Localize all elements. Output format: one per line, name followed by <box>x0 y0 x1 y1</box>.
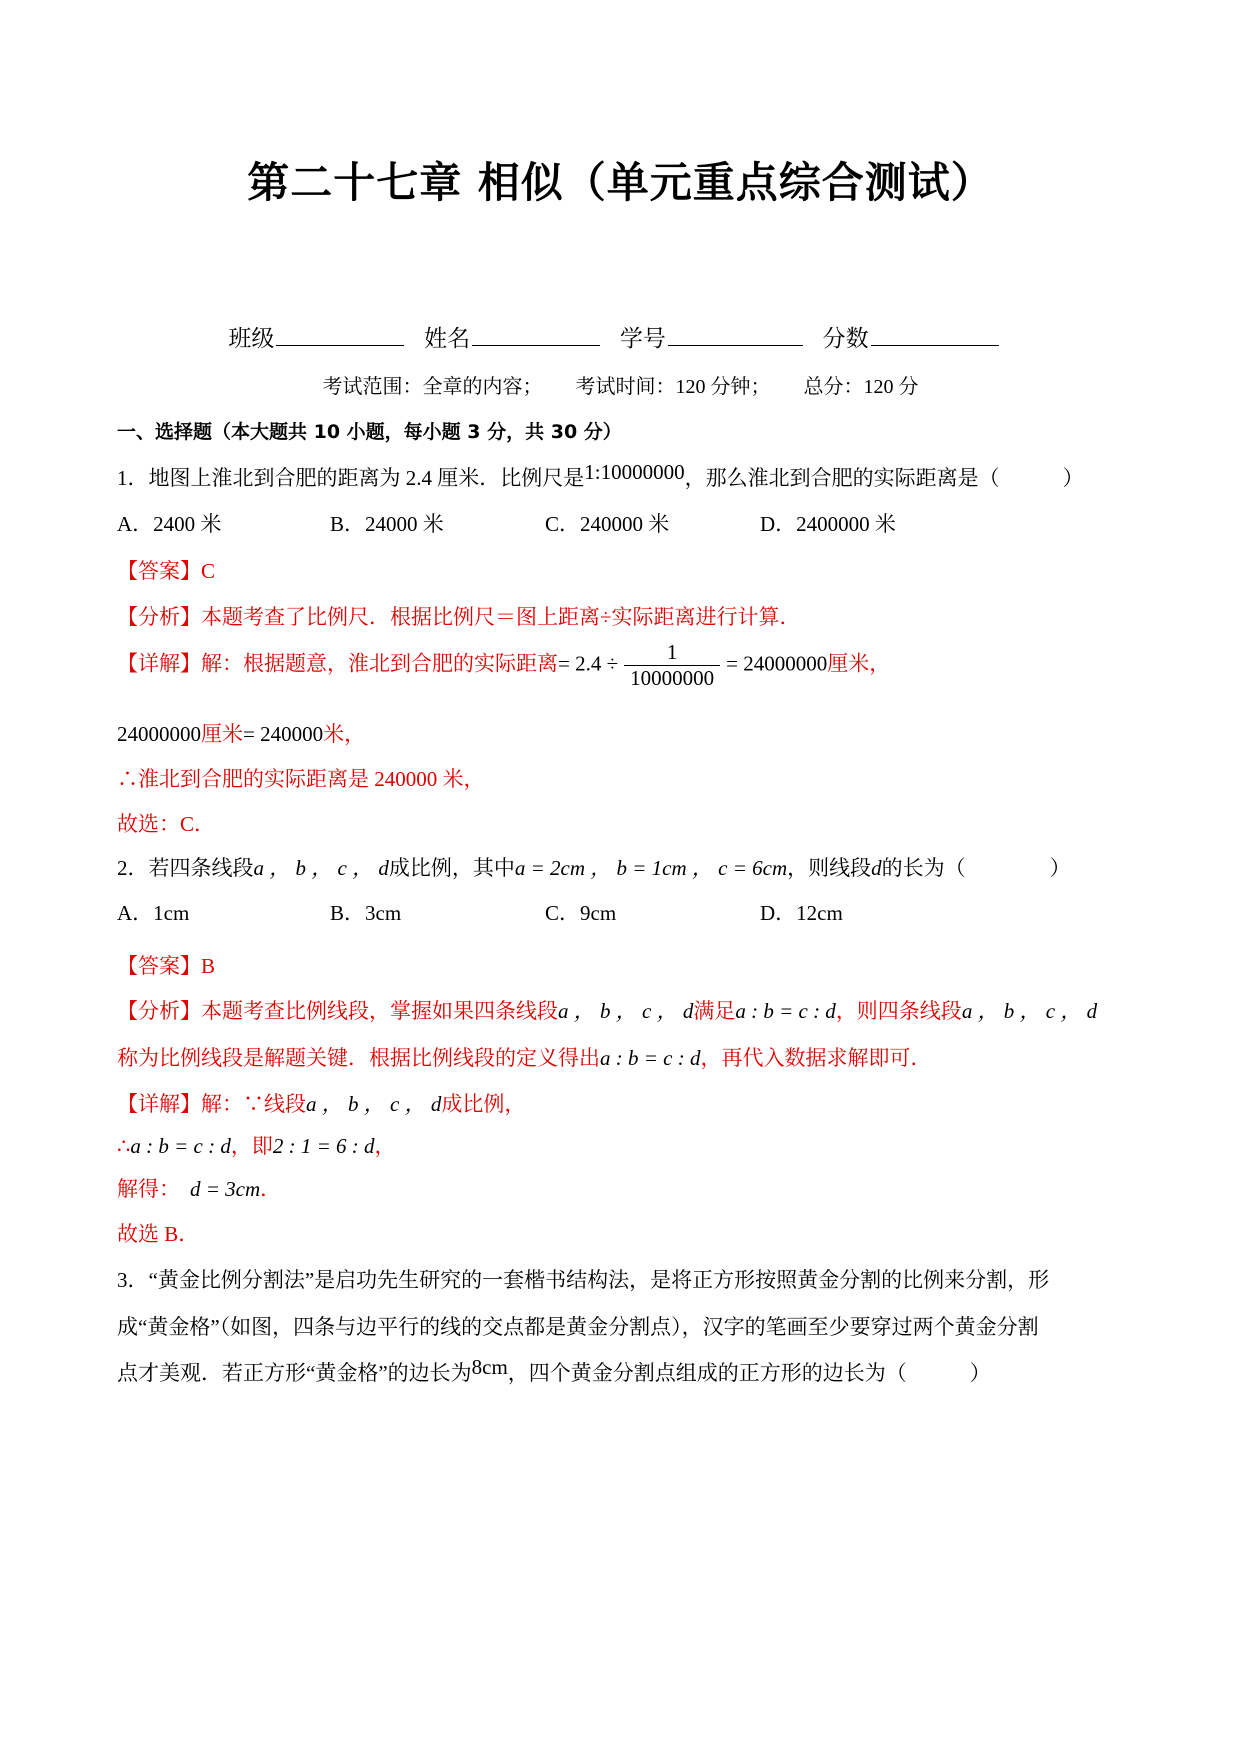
class-blank[interactable] <box>276 325 404 346</box>
q2-option-c: C．9cm <box>545 901 617 925</box>
name-blank[interactable] <box>472 325 600 346</box>
section-heading: 一、选择题（本大题共 10 小题，每小题 3 分，共 30 分） <box>117 421 622 443</box>
q1-option-d: D．2400000 米 <box>760 512 896 536</box>
q1-conversion-result: = 240000 <box>243 722 324 746</box>
q1-conversion-unit: 厘米 <box>201 722 243 746</box>
q2-solve-label: 解得： <box>117 1177 180 1201</box>
q1-detail-expr-left: = 2.4 ÷ <box>558 651 619 676</box>
q2-analysis-text-3: ，则四条线段 <box>835 999 962 1023</box>
q1-analysis: 【分析】本题考查了比例尺．根据比例尺＝图上距离÷实际距离进行计算． <box>117 605 801 629</box>
q2-answer: 【答案】B <box>117 954 216 978</box>
q2-therefore <box>117 1130 396 1160</box>
student-info-line <box>0 320 1241 353</box>
q2-analysis-vars-2: a ， b ， c ， d <box>961 999 1098 1023</box>
q1-detail-expr-right: = 24000000 <box>726 651 828 676</box>
q2-given: a = 2cm ， b = 1cm ， c = 6cm <box>514 856 788 880</box>
q2-vars: a ， b ， c ， d <box>253 856 389 880</box>
q2-analysis-ratio: a : b = c : d <box>735 999 836 1023</box>
exam-total: 总分：120 分 <box>803 376 919 398</box>
q1-option-c: C．240000 米 <box>545 512 670 536</box>
q2-analysis-line2-ratio: a : b = c : d <box>600 1046 701 1070</box>
q1-fraction <box>624 640 720 691</box>
q1-stem <box>117 462 1084 492</box>
q2-solve-expr: d = 3cm <box>190 1177 261 1201</box>
q2-option-d: D．12cm <box>760 901 843 925</box>
q1-stem-text-end: ，那么淮北到合肥的实际距离是（ ） <box>684 466 1084 490</box>
score-label: 分数 <box>822 326 869 351</box>
q3-line-1: 3．“黄金比例分割法”是启功先生研究的一套楷书结构法，是将正方形按照黄金分割的比例来分割，形 <box>117 1268 1050 1292</box>
q1-detail <box>117 640 890 691</box>
q2-stem <box>117 852 1071 882</box>
q2-analysis-text-2: 满足 <box>693 999 736 1023</box>
q2-therefore-text: ，即 <box>230 1134 273 1158</box>
q2-solve-end: ． <box>260 1177 282 1201</box>
q3-line-3 <box>117 1357 991 1387</box>
class-label: 班级 <box>228 326 275 351</box>
q1-option-a: A．2400 米 <box>117 512 222 536</box>
exam-scope: 考试范围：全章的内容； <box>322 376 543 398</box>
q2-therefore-symbol: ∴ <box>117 1134 131 1158</box>
q2-analysis-text: 【分析】本题考查比例线段，掌握如果四条线段 <box>117 999 558 1023</box>
q2-option-a: A．1cm <box>117 901 190 925</box>
page-title: 第二十七章 相似（单元重点综合测试） <box>247 158 994 207</box>
q2-analysis-line2-text: 称为比例线段是解题关键．根据比例线段的定义得出 <box>117 1046 600 1070</box>
q1-fraction-numerator: 1 <box>624 640 720 666</box>
q1-conversion-value: 24000000 <box>117 722 201 746</box>
q2-therefore-ratio: a : b = c : d <box>130 1134 231 1158</box>
q2-choose: 故选 B． <box>117 1222 200 1246</box>
q2-therefore-end: ， <box>374 1134 396 1158</box>
name-label: 姓名 <box>424 326 471 351</box>
q1-conversion-end: 米， <box>323 722 366 746</box>
q2-stem-text-4: 的长为（ ） <box>881 856 1071 880</box>
q2-option-b: B．3cm <box>330 901 402 925</box>
q2-analysis-vars: a ， b ， c ， d <box>558 999 694 1023</box>
q1-stem-text: 1．地图上淮北到合肥的距离为 2.4 厘米．比例尺是 <box>117 466 585 490</box>
q1-detail-text: 【详解】解：根据题意，淮北到合肥的实际距离 <box>117 651 558 676</box>
q1-therefore: ∴淮北到合肥的实际距离是 240000 米， <box>117 767 485 791</box>
q1-fraction-denominator: 10000000 <box>630 666 715 690</box>
q2-detail <box>117 1088 525 1118</box>
q3-line-2: 成“黄金格”（如图，四条与边平行的线的交点都是黄金分割点），汉字的笔画至少要穿过两个黄金分割 <box>117 1315 1039 1339</box>
q1-scale: 1:10000000 <box>584 460 685 484</box>
q2-therefore-numbers: 2 : 1 = 6 : d <box>272 1134 375 1158</box>
q2-solve <box>117 1173 281 1203</box>
q3-line-3-end: ，四个黄金分割点组成的正方形的边长为（ ） <box>507 1361 991 1385</box>
q1-option-b: B．24000 米 <box>330 512 444 536</box>
q1-choose: 故选：C． <box>117 812 216 836</box>
exam-time: 考试时间：120 分钟； <box>575 376 771 398</box>
q2-var-d: d <box>871 856 882 880</box>
q1-detail-unit: 厘米， <box>827 651 891 676</box>
q3-side-length: 8cm <box>471 1355 508 1379</box>
exam-meta <box>0 370 1241 399</box>
q2-analysis-line2 <box>117 1042 931 1072</box>
q2-analysis <box>117 995 1097 1025</box>
q2-stem-text: 2．若四条线段 <box>117 856 254 880</box>
id-label: 学号 <box>619 326 666 351</box>
id-blank[interactable] <box>668 325 803 346</box>
q2-detail-text: 【详解】解：∵线段 <box>117 1092 306 1116</box>
q2-analysis-line2-end: ，再代入数据求解即可． <box>700 1046 932 1070</box>
q1-answer: 【答案】C <box>117 559 216 583</box>
q2-detail-end: 成比例， <box>441 1092 526 1116</box>
q2-stem-text-3: ，则线段 <box>787 856 872 880</box>
q2-detail-vars: a ， b ， c ， d <box>306 1092 442 1116</box>
q1-conversion <box>117 718 365 748</box>
q2-stem-text-2: 成比例，其中 <box>388 856 515 880</box>
q3-line-3-text: 点才美观．若正方形“黄金格”的边长为 <box>117 1361 472 1385</box>
score-blank[interactable] <box>871 325 999 346</box>
